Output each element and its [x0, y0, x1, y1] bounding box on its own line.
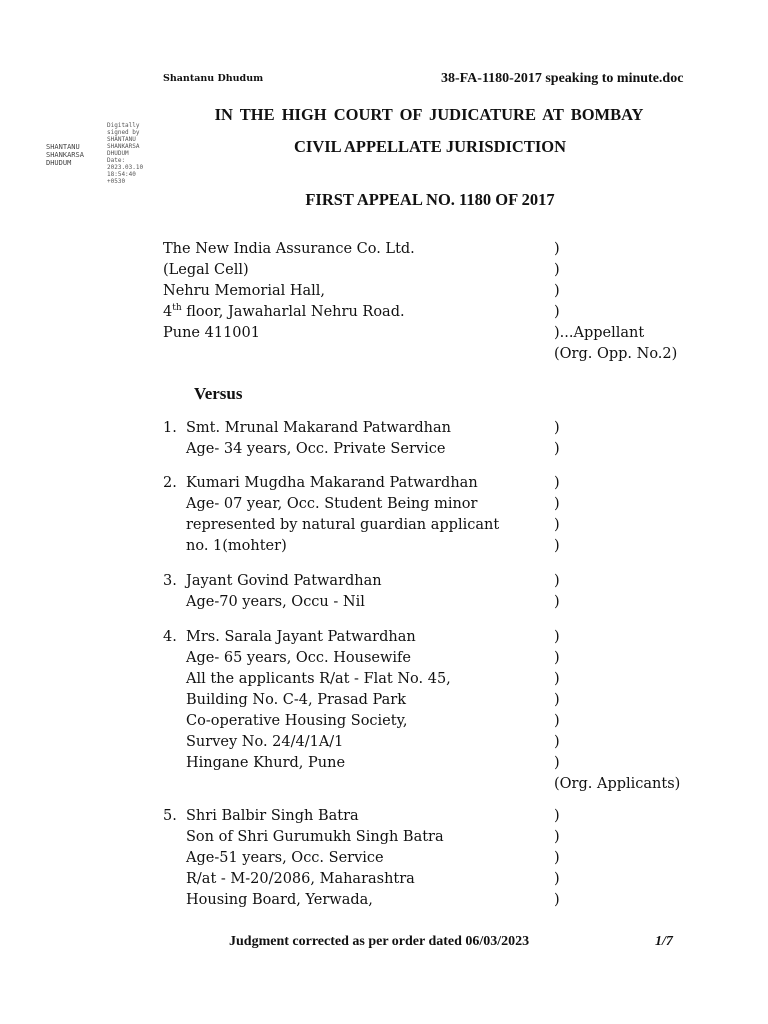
- respondent-2-brackets: ) ) ) ): [554, 475, 560, 554]
- versus-heading: Versus: [194, 384, 243, 403]
- digital-signature-details: Digitally signed by SHANTANU SHANKARSA DHUDUM Date: 2023.03.10 18:54:40 +0530: [107, 122, 144, 185]
- digital-signature-name: SHANTANU SHANKARSA DHUDUM: [46, 143, 84, 167]
- respondent-number: 2.: [163, 475, 177, 491]
- respondent-4-brackets: ) ) ) ) ) ) ) (Org. Applicants): [554, 629, 681, 792]
- respondent-5-brackets: ) ) ) ) ): [554, 808, 560, 908]
- respondent-number: 1.: [163, 420, 177, 436]
- appeal-number-title: FIRST APPEAL NO. 1180 OF 2017: [305, 190, 555, 209]
- respondent-number: 5.: [163, 808, 177, 824]
- respondent-1-brackets: ) ): [554, 420, 560, 457]
- page-number: 1/7: [655, 934, 673, 949]
- respondent-5: Shri Balbir Singh Batra Son of Shri Gurumukh Singh Batra Age-51 years, Occ. Service R/at - M-20/2086, Maharashtra Housing Board, Yerwada,: [186, 808, 444, 908]
- header-author: Shantanu Dhudum: [163, 73, 264, 84]
- respondent-number: 4.: [163, 629, 177, 645]
- respondent-3: Jayant Govind Patwardhan Age-70 years, Occu - Nil: [186, 573, 382, 610]
- respondent-1: Smt. Mrunal Makarand Patwardhan Age- 34 years, Occ. Private Service: [186, 420, 451, 457]
- court-title: IN THE HIGH COURT OF JUDICATURE AT BOMBAY: [214, 105, 644, 124]
- appellant-address: The New India Assurance Co. Ltd. (Legal Cell) Nehru Memorial Hall, 4th floor, Jawaharlal Nehru Road. Pune 411001: [163, 241, 415, 341]
- respondent-2: Kumari Mugdha Makarand Patwardhan Age- 07 year, Occ. Student Being minor represented by natural guardian applicant no. 1(mohter): [186, 475, 500, 554]
- appellant-floor-line: 4th floor, Jawaharlal Nehru Road.: [163, 303, 405, 320]
- footer-correction-note: Judgment corrected as per order dated 06/03/2023: [229, 934, 530, 949]
- respondent-number: 3.: [163, 573, 177, 589]
- respondent-4: Mrs. Sarala Jayant Patwardhan Age- 65 years, Occ. Housewife All the applicants R/at - Flat No. 45, Building No. C-4, Prasad Park Co-operative Housing Society, Survey No. 24/4/1A/1 Hingane Khurd, Pune: [186, 629, 451, 771]
- appellant-brackets: ) ) ) ) )...Appellant (Org. Opp. No.2): [554, 241, 678, 362]
- jurisdiction-title: CIVIL APPELLATE JURISDICTION: [293, 137, 566, 156]
- header-filename: 38-FA-1180-2017 speaking to minute.doc: [441, 71, 684, 86]
- respondent-3-brackets: ) ): [554, 573, 560, 610]
